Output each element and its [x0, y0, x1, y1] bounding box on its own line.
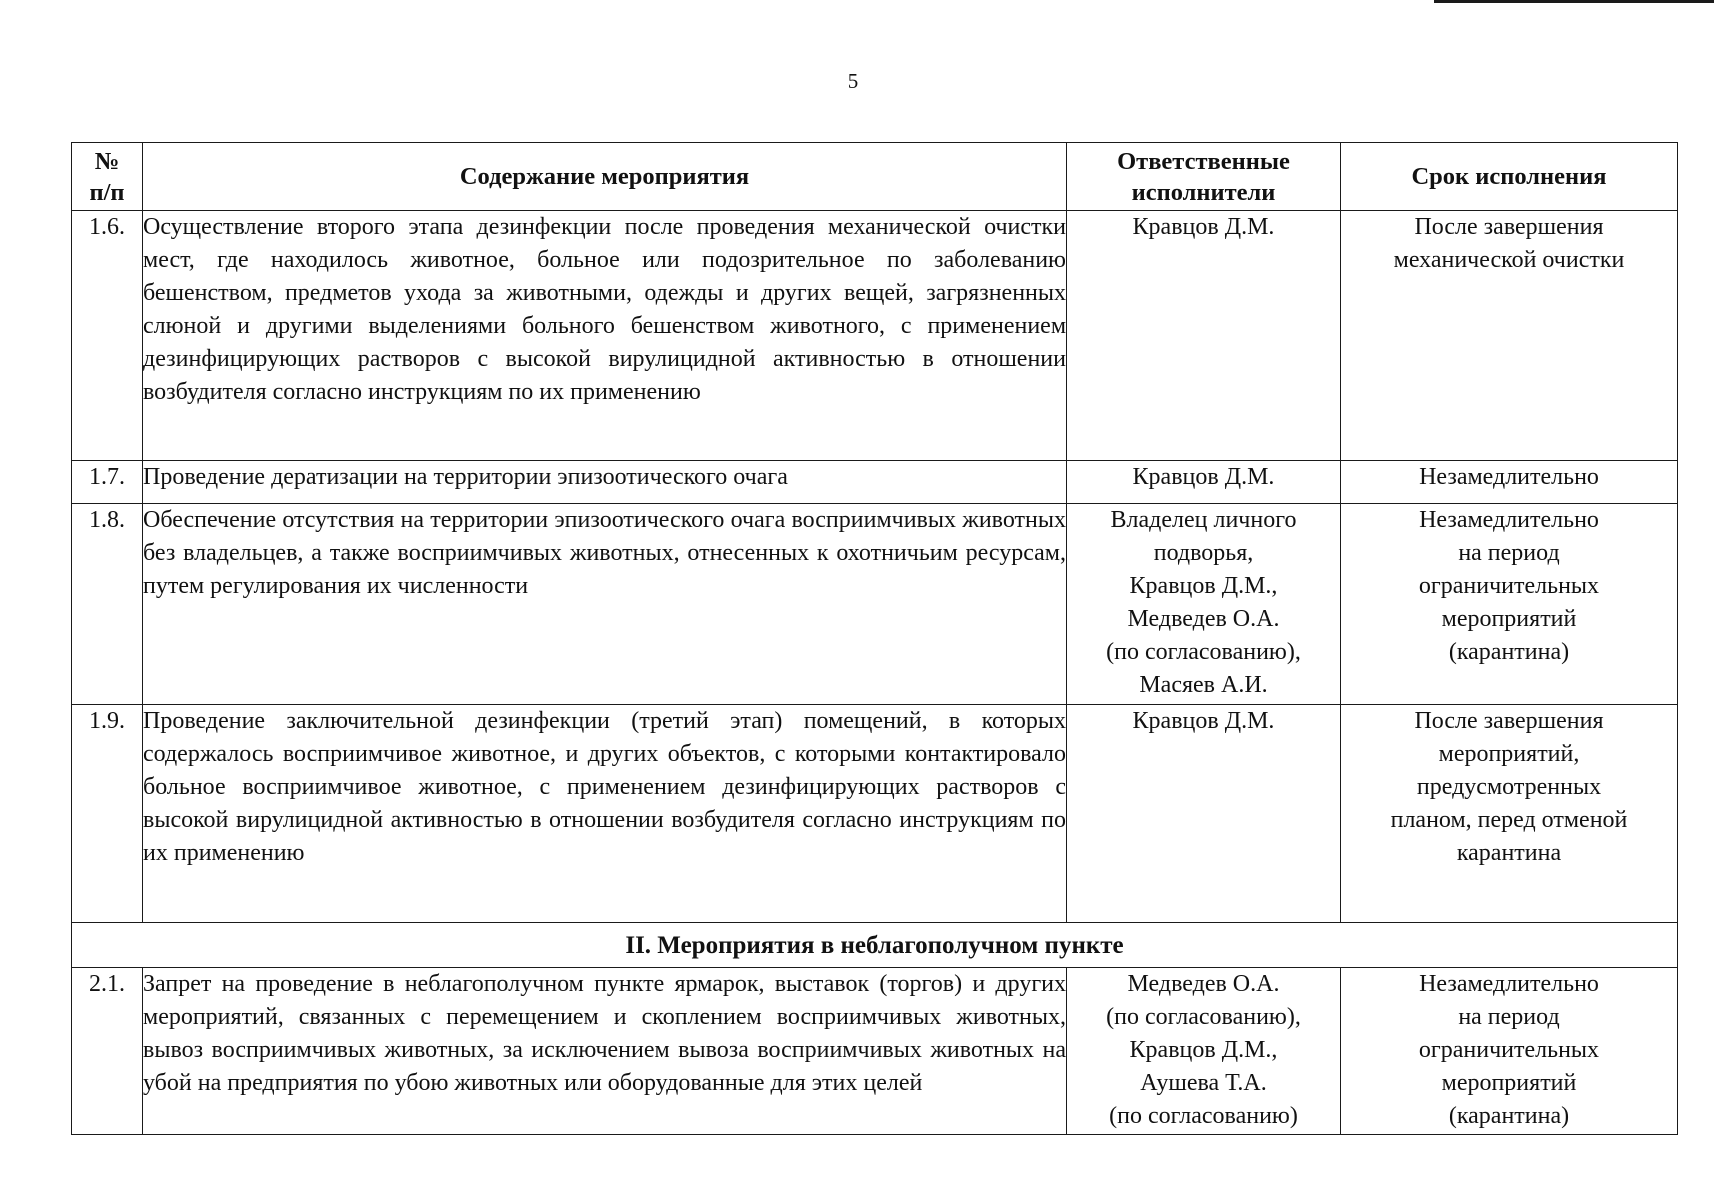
- header-responsible: Ответственные исполнители: [1067, 143, 1341, 211]
- corner-scan-mark: [1434, 0, 1714, 3]
- row-num: 1.6.: [72, 211, 143, 461]
- section-title: II. Мероприятия в неблагополучном пункте: [72, 923, 1678, 968]
- row-content-text: Проведение заключительной дезинфекции (третий этап) помещений, в которых содержалось восприимчивое животное, и других объектов, с которыми контактировало больное восприимчивое животное, с применением дезинфицирующих растворов с высокой вирулицидной активностью в отношении возбудителя согласно инструкциям по их применению: [143, 708, 1066, 866]
- row-content-text: Обеспечение отсутствия на территории эпизоотического очага восприимчивых животных без владельцев, а также восприимчивых животных, отнесенных к охотничьим ресурсам, путем регулирования их численности: [143, 507, 1066, 599]
- row-content: [143, 211, 1067, 461]
- row-term: Незамедлительно: [1341, 461, 1678, 504]
- table-row: [72, 968, 1678, 1135]
- row-content-text: Запрет на проведение в неблагополучном пункте ярмарок, выставок (торгов) и других мероприятий, связанных с перемещением и скоплением восприимчивых животных, вывоз восприимчивых животных, за исключением вывоза восприимчивых животных на убой на предприятия по убою животных или оборудованные для этих целей: [143, 971, 1066, 1096]
- row-content: [143, 705, 1067, 923]
- row-content: [143, 504, 1067, 705]
- row-responsible: Кравцов Д.М.: [1067, 705, 1341, 923]
- row-responsible: Медведев О.А. (по согласованию), Кравцов Д.М., Аушева Т.А. (по согласованию): [1067, 968, 1341, 1135]
- header-num: № п/п: [72, 143, 143, 211]
- header-content: Содержание мероприятия: [143, 143, 1067, 211]
- section-row: [72, 923, 1678, 968]
- table-row: [72, 211, 1678, 461]
- row-term: Незамедлительно на период ограничительных мероприятий (карантина): [1341, 504, 1678, 705]
- table-row: [72, 705, 1678, 923]
- row-responsible: Владелец личного подворья, Кравцов Д.М., Медведев О.А. (по согласованию), Масяев А.И.: [1067, 504, 1341, 705]
- row-content: [143, 968, 1067, 1135]
- row-content: [143, 461, 1067, 504]
- header-term: Срок исполнения: [1341, 143, 1678, 211]
- row-term: После завершения мероприятий, предусмотренных планом, перед отменой карантина: [1341, 705, 1678, 923]
- table-header-row: [72, 143, 1678, 211]
- row-term: После завершения механической очистки: [1341, 211, 1678, 461]
- table-row: [72, 461, 1678, 504]
- row-num: 2.1.: [72, 968, 143, 1135]
- row-responsible: Кравцов Д.М.: [1067, 211, 1341, 461]
- table-row: [72, 504, 1678, 705]
- row-content-text: Осуществление второго этапа дезинфекции после проведения механической очистки мест, где находилось животное, больное или подозрительное по заболеванию бешенством, предметов ухода за животными, одежды и других вещей, загрязненных слюной и другими выделениями больного бешенством животного, с применением дезинфицирующих растворов с высокой вирулицидной активностью в отношении возбудителя согласно инструкциям по их применению: [143, 214, 1066, 405]
- row-num: 1.9.: [72, 705, 143, 923]
- plan-table: [71, 142, 1678, 1135]
- row-num: 1.7.: [72, 461, 143, 504]
- row-num: 1.8.: [72, 504, 143, 705]
- row-content-text: Проведение дератизации на территории эпизоотического очага: [143, 464, 788, 490]
- row-term: Незамедлительно на период ограничительных мероприятий (карантина): [1341, 968, 1678, 1135]
- page-number: 5: [847, 69, 859, 93]
- row-responsible: Кравцов Д.М.: [1067, 461, 1341, 504]
